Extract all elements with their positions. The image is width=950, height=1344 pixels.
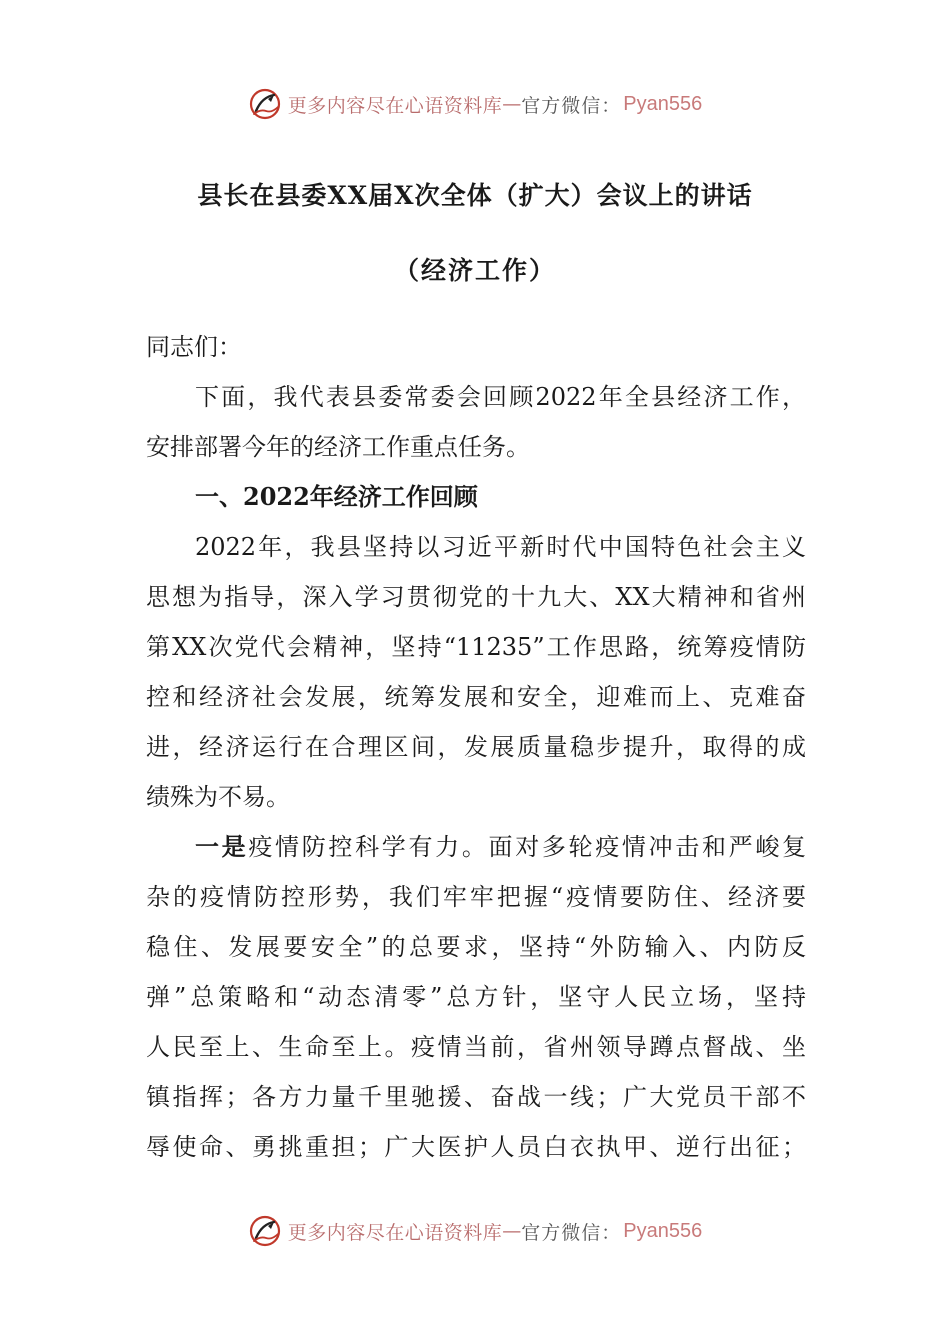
paragraph-line: 控和经济社会发展，统筹发展和安全，迎难而上、克难奋 xyxy=(146,683,806,711)
document-body xyxy=(146,322,806,1172)
paragraph-line: 思想为指导，深入学习贯彻党的十九大、XX大精神和省州 xyxy=(146,583,806,611)
paragraph-line: 第XX次党代会精神，坚持“11235”工作思路，统筹疫情防 xyxy=(146,633,806,661)
banner-wechat-label: 官方微信： xyxy=(521,94,622,117)
paragraph-line: 杂的疫情防控形势，我们牢牢把握“疫情要防住、经济要 xyxy=(146,883,806,911)
banner-wechat-id: Pyan556 xyxy=(623,1219,703,1242)
paragraph-line: 辱使命、勇挑重担；广大医护人员白衣执甲、逆行出征； xyxy=(146,1133,806,1161)
paragraph-text: 疫情防控科学有力。面对多轮疫情冲击和严峻复 xyxy=(248,833,807,861)
banner-text: 更多内容尽在心语资料库 xyxy=(287,1221,503,1244)
paragraph-line: 2022年，我县坚持以习近平新时代中国特色社会主义 xyxy=(195,533,806,561)
banner-separator: — xyxy=(502,93,522,115)
banner-separator: — xyxy=(502,1220,522,1242)
pen-signature-logo-icon xyxy=(248,1214,282,1248)
paragraph-lead: 一是 xyxy=(195,832,249,861)
banner-text: 更多内容尽在心语资料库 xyxy=(287,94,503,117)
document-subtitle: （经济工作） xyxy=(393,256,556,285)
paragraph-line xyxy=(146,822,806,872)
banner-wechat-label: 官方微信： xyxy=(521,1221,622,1244)
paragraph-line: 人民至上、生命至上。疫情当前，省州领导蹲点督战、坐 xyxy=(146,1033,806,1061)
pen-signature-logo-icon xyxy=(248,87,282,121)
document-title: 县长在县委XX届X次全体（扩大）会议上的讲话 xyxy=(197,181,753,210)
paragraph-line: 进，经济运行在合理区间，发展质量稳步提升，取得的成 xyxy=(146,733,806,761)
header-banner xyxy=(0,84,950,124)
paragraph-line: 绩殊为不易。 xyxy=(146,783,290,811)
intro-line: 安排部署今年的经济工作重点任务。 xyxy=(146,433,530,461)
paragraph-line: 弹”总策略和“动态清零”总方针，坚守人民立场，坚持 xyxy=(146,983,806,1011)
banner-wechat-id: Pyan556 xyxy=(623,92,703,115)
footer-banner xyxy=(0,1211,950,1251)
intro-line: 下面，我代表县委常委会回顾2022年全县经济工作， xyxy=(195,383,806,411)
paragraph-line: 稳住、发展要安全”的总要求，坚持“外防输入、内防反 xyxy=(146,933,806,961)
salutation: 同志们： xyxy=(146,333,242,361)
paragraph-line: 镇指挥；各方力量千里驰援、奋战一线；广大党员干部不 xyxy=(146,1083,806,1111)
section-heading: 一、2022年经济工作回顾 xyxy=(195,482,478,511)
